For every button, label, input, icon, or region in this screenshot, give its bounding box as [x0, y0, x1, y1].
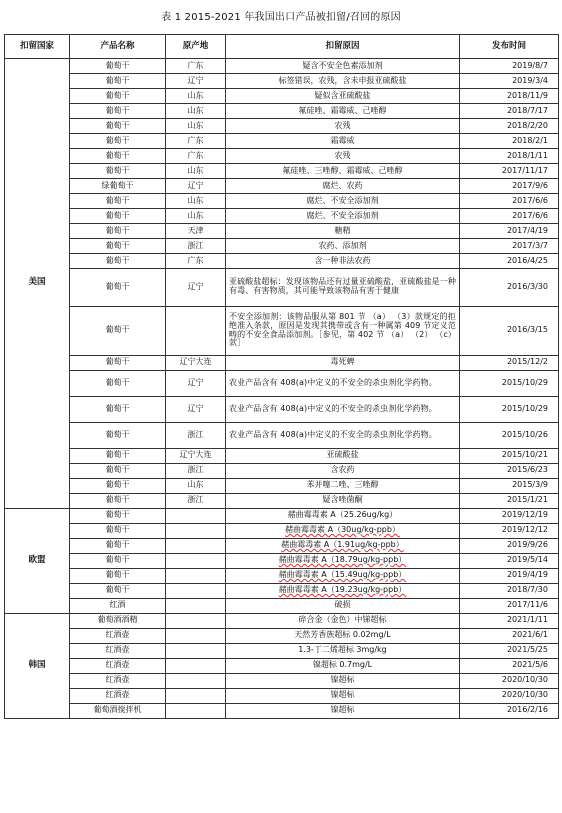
product-cell: 红酒壶	[70, 643, 166, 658]
table-row	[5, 179, 559, 194]
table-row	[5, 164, 559, 179]
product-cell: 葡萄干	[70, 89, 166, 104]
date-cell: 2019/4/19	[460, 568, 559, 583]
country-cell: 韩国	[5, 613, 70, 718]
origin-cell	[166, 688, 226, 703]
reason-cell: 氟硅唑、霜霉威、己唑醇	[226, 104, 460, 119]
date-cell: 2015/10/21	[460, 448, 559, 463]
origin-cell	[166, 538, 226, 553]
table-row	[5, 119, 559, 134]
origin-cell	[166, 568, 226, 583]
origin-cell: 广东	[166, 59, 226, 74]
table-row	[5, 448, 559, 463]
date-cell: 2015/3/9	[460, 478, 559, 493]
table-row	[5, 355, 559, 370]
date-cell: 2020/10/30	[460, 688, 559, 703]
date-cell: 2017/11/17	[460, 164, 559, 179]
date-cell: 2019/5/14	[460, 553, 559, 568]
table-row	[5, 134, 559, 149]
table-row	[5, 703, 559, 718]
reason-cell: 疑含不安全色素添加剂	[226, 59, 460, 74]
table-row	[5, 643, 559, 658]
product-cell: 红酒	[70, 598, 166, 613]
date-cell: 2015/12/2	[460, 355, 559, 370]
date-cell: 2018/2/1	[460, 134, 559, 149]
origin-cell	[166, 598, 226, 613]
product-cell: 葡萄干	[70, 74, 166, 89]
origin-cell: 山东	[166, 194, 226, 209]
product-cell: 葡萄干	[70, 254, 166, 269]
origin-cell	[166, 523, 226, 538]
reason-cell: 赭曲霉毒素 A（1.91ug/kg-ppb）	[226, 538, 460, 553]
reason-cell: 苯并噻二唑、三唑醇	[226, 478, 460, 493]
table-row	[5, 224, 559, 239]
table-row	[5, 463, 559, 478]
table-body	[5, 59, 559, 719]
reason-cell: 糖精	[226, 224, 460, 239]
table-row	[5, 478, 559, 493]
origin-cell: 辽宁	[166, 269, 226, 307]
reason-cell: 农业产品含有 408(a)中定义的不安全的杀虫剂化学药物。	[226, 370, 460, 396]
table-row	[5, 493, 559, 508]
reason-cell: 标签错误，农残，含未申报亚硫酸盐	[226, 74, 460, 89]
country-cell: 美国	[5, 59, 70, 509]
product-cell: 葡萄干	[70, 523, 166, 538]
origin-cell: 辽宁	[166, 370, 226, 396]
product-cell: 葡萄干	[70, 149, 166, 164]
date-cell: 2019/12/19	[460, 508, 559, 523]
reason-cell: 赭曲霉毒素 A（30ug/kg-ppb）	[226, 523, 460, 538]
date-cell: 2017/11/6	[460, 598, 559, 613]
origin-cell	[166, 306, 226, 355]
table-row	[5, 269, 559, 307]
origin-cell	[166, 628, 226, 643]
origin-cell: 浙江	[166, 239, 226, 254]
origin-cell: 辽宁大连	[166, 355, 226, 370]
reason-cell: 腐烂、农药	[226, 179, 460, 194]
header-country: 扣留国家	[5, 35, 70, 59]
reason-cell: 腐烂、不安全添加剂	[226, 209, 460, 224]
table-row	[5, 239, 559, 254]
table-row	[5, 508, 559, 523]
origin-cell: 浙江	[166, 493, 226, 508]
reason-cell: 亚硫酸盐超标：发现该物品还有过量亚硫酸盐，亚硫酸盐是一种有毒、有害物质，其可能导致该物品有害于健康	[226, 269, 460, 307]
reason-cell: 腐烂、不安全添加剂	[226, 194, 460, 209]
date-cell: 2015/10/29	[460, 370, 559, 396]
product-cell: 葡萄干	[70, 448, 166, 463]
date-cell: 2019/8/7	[460, 59, 559, 74]
product-cell: 葡萄干	[70, 239, 166, 254]
table-row	[5, 628, 559, 643]
reason-cell: 镍超标	[226, 673, 460, 688]
product-cell: 葡萄干	[70, 306, 166, 355]
date-cell: 2021/5/6	[460, 658, 559, 673]
country-cell: 欧盟	[5, 508, 70, 613]
reason-cell: 天然芳香族超标 0.02mg/L	[226, 628, 460, 643]
date-cell: 2018/2/20	[460, 119, 559, 134]
header-date: 发布时间	[460, 35, 559, 59]
product-cell: 葡萄干	[70, 194, 166, 209]
date-cell: 2017/3/7	[460, 239, 559, 254]
product-cell: 红酒壶	[70, 673, 166, 688]
origin-cell	[166, 673, 226, 688]
reason-cell: 农业产品含有 408(a)中定义的不安全的杀虫剂化学药物。	[226, 396, 460, 422]
date-cell: 2018/7/30	[460, 583, 559, 598]
origin-cell: 山东	[166, 119, 226, 134]
origin-cell: 辽宁大连	[166, 448, 226, 463]
date-cell: 2021/1/11	[460, 613, 559, 628]
reason-cell: 赭曲霉毒素 A（15.49ug/kg-ppb）	[226, 568, 460, 583]
origin-cell: 山东	[166, 209, 226, 224]
reason-cell: 农药、添加剂	[226, 239, 460, 254]
date-cell: 2019/9/26	[460, 538, 559, 553]
table-row	[5, 523, 559, 538]
recall-table	[4, 34, 559, 719]
product-cell: 葡萄干	[70, 396, 166, 422]
product-cell: 葡萄干	[70, 422, 166, 448]
date-cell: 2018/7/17	[460, 104, 559, 119]
origin-cell: 山东	[166, 164, 226, 179]
reason-cell: 霜霉威	[226, 134, 460, 149]
date-cell: 2017/6/6	[460, 209, 559, 224]
table-row	[5, 149, 559, 164]
table-title: 表 1 2015-2021 年我国出口产品被扣留/召回的原因	[161, 12, 401, 23]
origin-cell: 山东	[166, 104, 226, 119]
table-row	[5, 89, 559, 104]
table-row	[5, 370, 559, 396]
date-cell: 2020/10/30	[460, 673, 559, 688]
product-cell: 葡萄干	[70, 134, 166, 149]
product-cell: 葡萄酒搅拌机	[70, 703, 166, 718]
table-row	[5, 59, 559, 74]
origin-cell	[166, 703, 226, 718]
table-row	[5, 553, 559, 568]
origin-cell	[166, 613, 226, 628]
table-row	[5, 209, 559, 224]
origin-cell: 辽宁	[166, 179, 226, 194]
table-row	[5, 104, 559, 119]
header-origin: 原产地	[166, 35, 226, 59]
table-row	[5, 658, 559, 673]
origin-cell	[166, 583, 226, 598]
table-row	[5, 74, 559, 89]
table-row	[5, 396, 559, 422]
origin-cell: 广东	[166, 149, 226, 164]
product-cell: 葡萄干	[70, 104, 166, 119]
origin-cell: 浙江	[166, 463, 226, 478]
reason-cell: 镍超标	[226, 703, 460, 718]
table-row	[5, 688, 559, 703]
product-cell: 葡萄干	[70, 478, 166, 493]
table-row	[5, 613, 559, 628]
header-product: 产品名称	[70, 35, 166, 59]
reason-cell: 1.3-丁二烯超标 3mg/kg	[226, 643, 460, 658]
date-cell: 2021/6/1	[460, 628, 559, 643]
reason-cell: 碎合金（金色）中锑超标	[226, 613, 460, 628]
product-cell: 绿葡萄干	[70, 179, 166, 194]
reason-cell: 毒死蜱	[226, 355, 460, 370]
origin-cell: 辽宁	[166, 396, 226, 422]
reason-cell: 含一种非法农药	[226, 254, 460, 269]
product-cell: 葡萄干	[70, 568, 166, 583]
reason-cell: 镍超标 0.7mg/L	[226, 658, 460, 673]
origin-cell: 山东	[166, 89, 226, 104]
product-cell: 红酒壶	[70, 688, 166, 703]
product-cell: 葡萄干	[70, 59, 166, 74]
date-cell: 2017/9/6	[460, 179, 559, 194]
table-row	[5, 254, 559, 269]
origin-cell	[166, 643, 226, 658]
date-cell: 2017/6/6	[460, 194, 559, 209]
reason-cell: 农残	[226, 119, 460, 134]
header-row	[5, 35, 559, 59]
date-cell: 2018/11/9	[460, 89, 559, 104]
date-cell: 2015/10/29	[460, 396, 559, 422]
reason-cell: 农业产品含有 408(a)中定义的不安全的杀虫剂化学药物。	[226, 422, 460, 448]
header-reason: 扣留原因	[226, 35, 460, 59]
table-row	[5, 306, 559, 355]
origin-cell: 广东	[166, 134, 226, 149]
origin-cell	[166, 553, 226, 568]
date-cell: 2016/4/25	[460, 254, 559, 269]
table-row	[5, 673, 559, 688]
date-cell: 2016/3/30	[460, 269, 559, 307]
product-cell: 葡萄干	[70, 209, 166, 224]
table-row	[5, 538, 559, 553]
origin-cell	[166, 508, 226, 523]
origin-cell: 广东	[166, 254, 226, 269]
date-cell: 2016/3/15	[460, 306, 559, 355]
table-row	[5, 568, 559, 583]
reason-cell: 破损	[226, 598, 460, 613]
product-cell: 红酒壶	[70, 628, 166, 643]
table-row	[5, 598, 559, 613]
origin-cell: 辽宁	[166, 74, 226, 89]
origin-cell: 天津	[166, 224, 226, 239]
product-cell: 葡萄干	[70, 119, 166, 134]
product-cell: 葡萄干	[70, 355, 166, 370]
product-cell: 葡萄干	[70, 164, 166, 179]
date-cell: 2015/10/26	[460, 422, 559, 448]
product-cell: 红酒壶	[70, 658, 166, 673]
reason-cell: 赭曲霉毒素 A（18.79ug/kg-ppb）	[226, 553, 460, 568]
product-cell: 葡萄干	[70, 370, 166, 396]
date-cell: 2017/4/19	[460, 224, 559, 239]
reason-cell: 亚硫酸盐	[226, 448, 460, 463]
reason-cell: 镍超标	[226, 688, 460, 703]
product-cell: 葡萄干	[70, 493, 166, 508]
origin-cell	[166, 658, 226, 673]
reason-cell: 不安全添加剂：该物品服从第 801 节 （a） （3）款规定的拒绝准入条款，原因是发现其携带或含有一种属第 409 节定义范畴的不安全食品添加剂。［参见，第 402 节 （a） （2） （c）款］	[226, 306, 460, 355]
table-row	[5, 194, 559, 209]
date-cell: 2018/1/11	[460, 149, 559, 164]
reason-cell: 疑含唑菌酮	[226, 493, 460, 508]
table-row	[5, 422, 559, 448]
origin-cell: 山东	[166, 478, 226, 493]
product-cell: 葡萄干	[70, 463, 166, 478]
product-cell: 葡萄干	[70, 553, 166, 568]
reason-cell: 农残	[226, 149, 460, 164]
product-cell: 葡萄干	[70, 269, 166, 307]
reason-cell: 疑似含亚硫酸盐	[226, 89, 460, 104]
reason-cell: 氟硅唑、三唑醇、霜霉威、己唑醇	[226, 164, 460, 179]
origin-cell: 浙江	[166, 422, 226, 448]
date-cell: 2019/3/4	[460, 74, 559, 89]
date-cell: 2015/1/21	[460, 493, 559, 508]
table-row	[5, 583, 559, 598]
date-cell: 2019/12/12	[460, 523, 559, 538]
reason-cell: 含农药	[226, 463, 460, 478]
product-cell: 葡萄干	[70, 508, 166, 523]
reason-cell: 赭曲霉毒素 A（19.23ug/kg-ppb）	[226, 583, 460, 598]
product-cell: 葡萄干	[70, 583, 166, 598]
product-cell: 葡萄干	[70, 224, 166, 239]
date-cell: 2015/6/23	[460, 463, 559, 478]
date-cell: 2016/2/16	[460, 703, 559, 718]
product-cell: 葡萄酒酒精	[70, 613, 166, 628]
product-cell: 葡萄干	[70, 538, 166, 553]
reason-cell: 赭曲霉毒素 A（25.26ug/kg）	[226, 508, 460, 523]
date-cell: 2021/5/25	[460, 643, 559, 658]
